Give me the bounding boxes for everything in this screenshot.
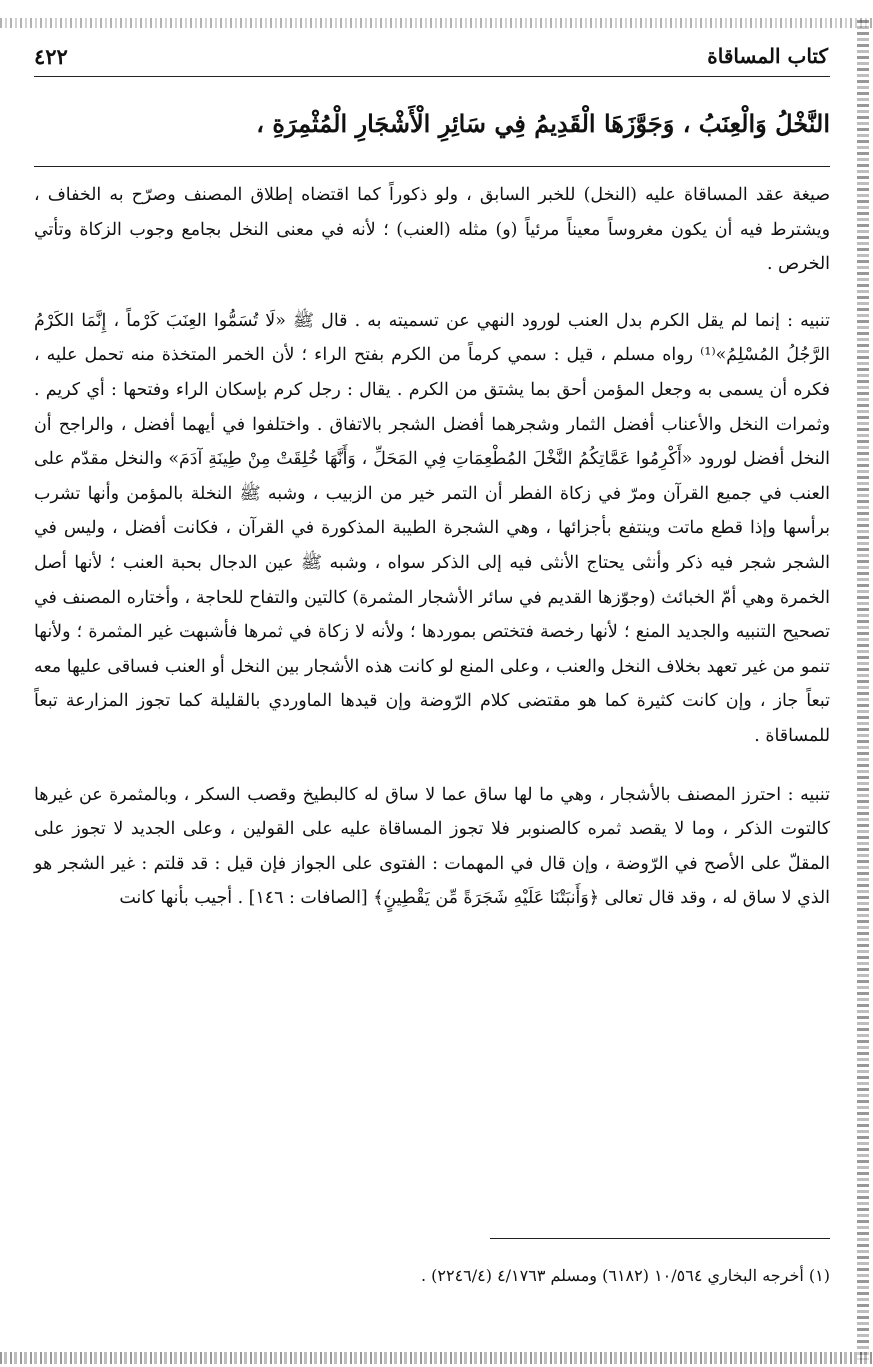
footnote: (١) أخرجه البخاري ١٠/٥٦٤ (٦١٨٢) ومسلم ٤/١٧٦٣ (٢٢٤٦/٤) . <box>420 1266 830 1285</box>
page-header <box>34 40 828 74</box>
footnote-rule <box>490 1238 830 1239</box>
running-title: كتاب المساقاة <box>707 44 828 68</box>
right-ornamental-border <box>857 20 869 1360</box>
paragraph: تنبيه : إنما لم يقل الكرم بدل العنب لورود النهي عن تسميته به . قال ﷺ «لَا تُسَمُّوا العِنَبَ كَرْماً ، إِنَّمَا الكَرْمُ الرَّجُلُ المُسْلِمُ»⁽¹⁾ رواه مسلم ، قيل : سمي كرماً من الكرم بفتح الراء ؛ لأن الخمر المتخذة منه تحمل عليه ، فكره أن يسمى به وجعل المؤمن أحق بما يشتق من الكرم . يقال : رجل كرم بإسكان الراء وفتحها : أي كريم . وثمرات النخل والأعناب أفضل الثمار وشجرهما أفضل الشجر بالاتفاق . واختلفوا في أيهما أفضل ، والراجح أن النخل أفضل لورود «أَكْرِمُوا عَمَّاتِكُمُ النَّخْلَ المُطْعِمَاتِ فِي المَحَلِّ ، وَأَنَّهَا خُلِقَتْ مِنْ طِينَةِ آدَمَ» والنخل مقدّم على العنب في جميع القرآن ومرّ في زكاة الفطر أن التمر خير من الزبيب ، وشبه ﷺ النخلة بالمؤمن وأنها تشرب برأسها وإذا قطع ماتت وينتفع بأجزائها ، وهي الشجرة الطيبة المذكورة في القرآن ، فكانت أفضل ، وليس في الشجر شجر فيه ذكر وأنثى يحتاج الأنثى فيه إلى الذكر سواه ، وشبه ﷺ عين الدجال بحبة العنب ؛ لأنها أصل الخمرة وهي أمّ الخبائث (وجوّزها القديم في سائر الأشجار المثمرة) كالتين والتفاح للحاجة ، وأختاره المصنف في تصحيح التنبيه والجديد المنع ؛ لأنها رخصة فتختص بموردها ؛ ولأنه لا زكاة في ثمرها فأشبهت غير المثمرة ؛ ولأنها تنمو من غير تعهد بخلاف النخل والعنب ، وعلى المنع لو كانت هذه الأشجار بين النخل أو العنب فساقى عليها معه تبعاً جاز ، وإن كانت كثيرة كما هو مقتضى كلام الرّوضة وإن قيدها الماوردي بالقليلة كما تجوز المزارعة تبعاً للمساقاة . <box>34 310 830 746</box>
matn-text: النَّخْلُ وَالْعِنَبُ ، وَجَوَّزَهَا الْقَدِيمُ فِي سَائِرِ الْأَشْجَارِ الْمُثْمِرَةِ ، <box>256 109 830 138</box>
commentary-body <box>34 178 830 940</box>
paragraph: صيغة عقد المساقاة عليه (النخل) للخبر السابق ، ولو ذكوراً كما اقتضاه إطلاق المصنف وصرّح به الخفاف ، ويشترط فيه أن يكون مغروساً معيناً مرئياً (و) مثله (العنب) ؛ لأنه في معنى النخل بجامع وجوب الزكاة وتأتي الخرص . <box>34 185 830 275</box>
matn-rule <box>34 166 830 167</box>
bottom-ornamental-border <box>0 1352 873 1364</box>
top-ornamental-border <box>0 18 873 28</box>
paragraph: تنبيه : احترز المصنف بالأشجار ، وهي ما لها ساق عما لا ساق له كالبطيخ وقصب السكر ، وبالمثمرة عن غيرها كالتوت الذكر ، وما لا يقصد ثمره كالصنوبر فلا تجوز المساقاة عليه على القولين ، وعلى الجديد لا تجوز على المقلّ على الأصح في الرّوضة ، وإن قال في المهمات : الفتوى على الجواز فإن قيل : قد قلتم : غير الشجر هو الذي لا ساق له ، وقد قال تعالى ﴿وَأَنبَتْنَا عَلَيْهِ شَجَرَةً مِّن يَقْطِينٍ﴾ [الصافات : ١٤٦] . أجيب بأنها كانت <box>34 784 830 909</box>
page-number: ٤٢٢ <box>34 44 68 69</box>
header-rule <box>34 76 830 77</box>
